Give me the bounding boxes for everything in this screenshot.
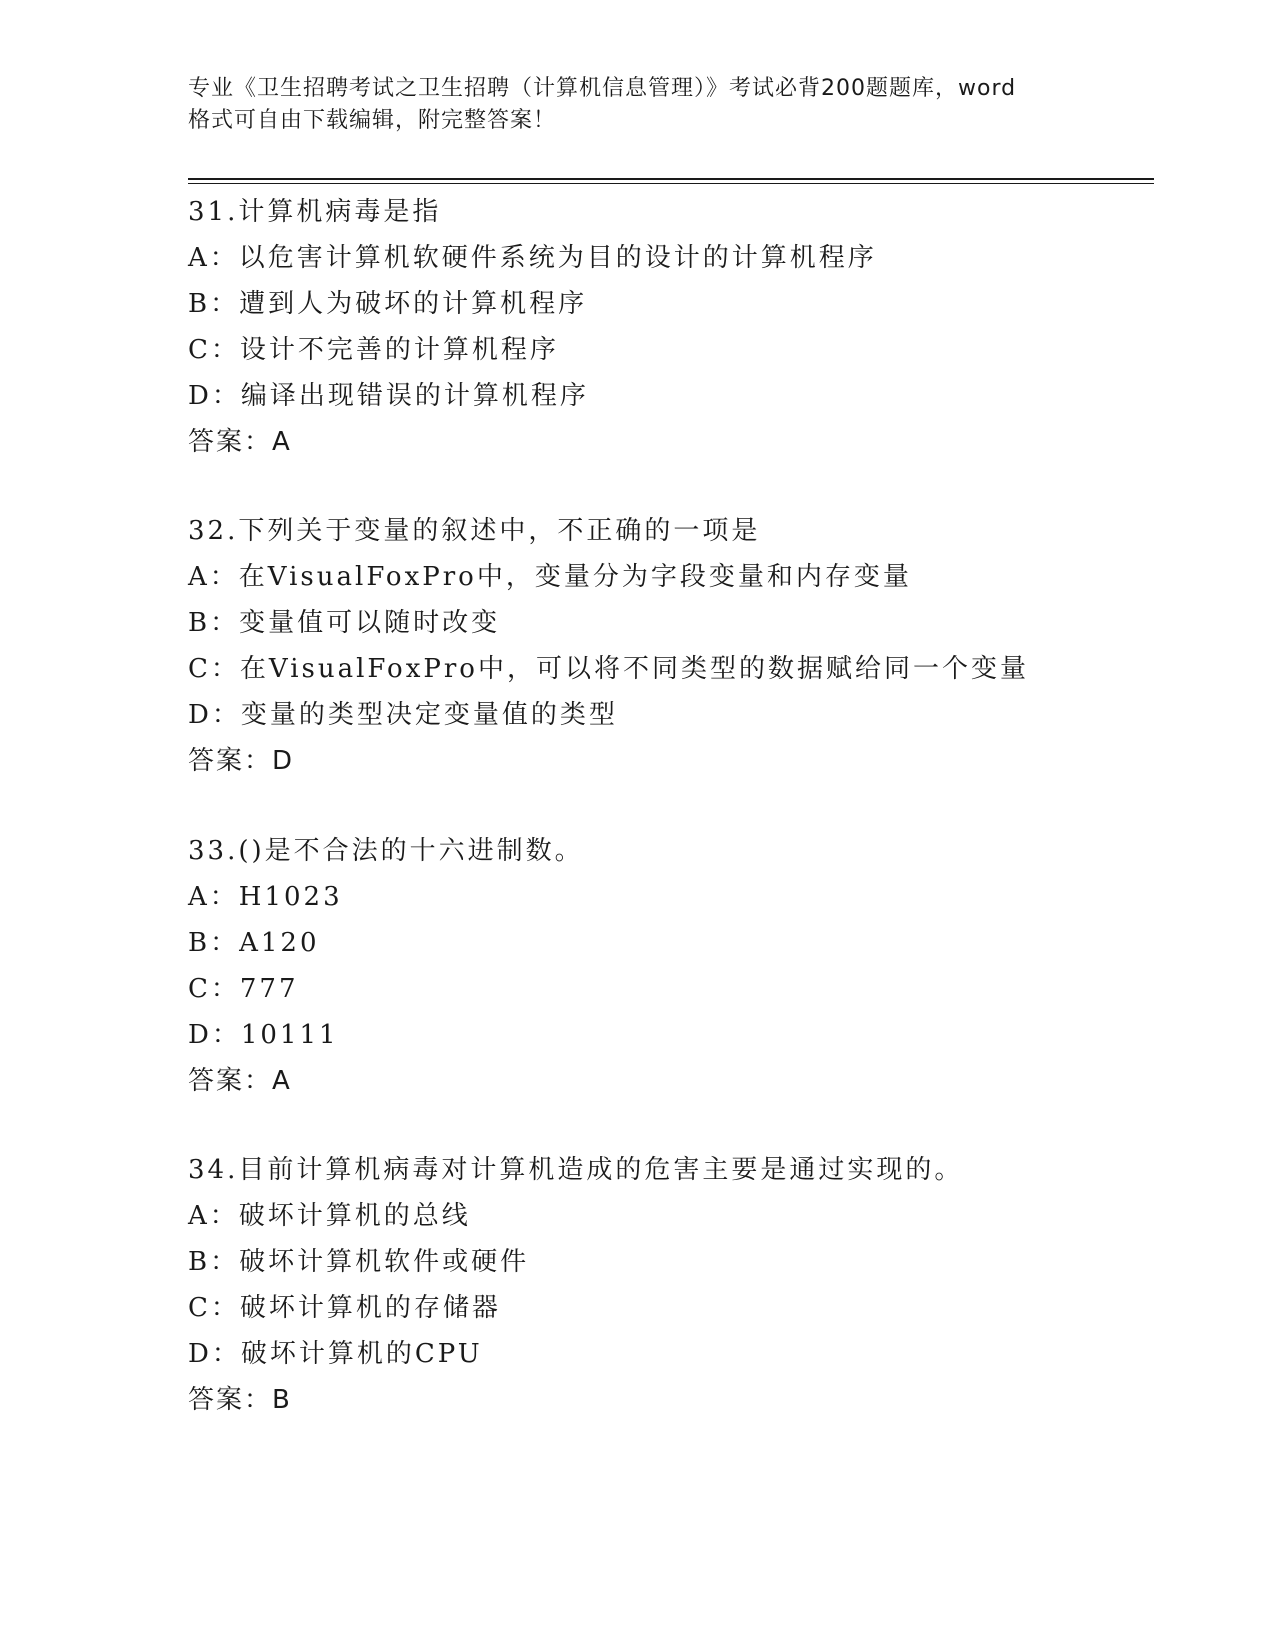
- question-stem: 33.()是不合法的十六进制数。: [188, 836, 584, 866]
- header-divider-thin: [188, 183, 1154, 184]
- header-line-2: 格式可自由下载编辑，附完整答案！: [188, 108, 557, 133]
- option-c: C：设计不完善的计算机程序: [188, 335, 559, 365]
- option-c: C：破坏计算机的存储器: [188, 1293, 501, 1323]
- question-32: [188, 508, 1168, 784]
- option-a: A：破坏计算机的总线: [188, 1201, 471, 1231]
- answer-line: 答案：A: [188, 1066, 292, 1096]
- header-line-1: 专业《卫生招聘考试之卫生招聘（计算机信息管理）》考试必背200题题库，word: [188, 76, 1017, 101]
- option-c: C：777: [188, 974, 299, 1004]
- option-b: B：遭到人为破坏的计算机程序: [188, 289, 588, 319]
- option-b: B：变量值可以随时改变: [188, 608, 501, 638]
- answer-line: 答案：A: [188, 427, 292, 457]
- option-a: A：H1023: [188, 882, 343, 912]
- question-34: [188, 1147, 1168, 1423]
- header-divider-thick: [188, 178, 1154, 180]
- question-31: [188, 189, 1168, 465]
- option-d: D：编译出现错误的计算机程序: [188, 381, 589, 411]
- option-d: D：变量的类型决定变量值的类型: [188, 700, 618, 730]
- question-stem: 31.计算机病毒是指: [188, 197, 442, 227]
- option-b: B：A120: [188, 928, 320, 958]
- option-c: C：在VisualFoxPro中，可以将不同类型的数据赋给同一个变量: [188, 654, 1029, 684]
- question-33: [188, 828, 1168, 1104]
- option-a: A：在VisualFoxPro中，变量分为字段变量和内存变量: [188, 562, 912, 592]
- option-d: D：10111: [188, 1020, 339, 1050]
- document-header: [188, 73, 1088, 137]
- answer-line: 答案：B: [188, 1385, 292, 1415]
- answer-line: 答案：D: [188, 746, 295, 776]
- option-d: D：破坏计算机的CPU: [188, 1339, 483, 1369]
- question-stem: 32.下列关于变量的叙述中，不正确的一项是: [188, 516, 761, 546]
- option-a: A：以危害计算机软硬件系统为目的设计的计算机程序: [188, 243, 877, 273]
- option-b: B：破坏计算机软件或硬件: [188, 1247, 530, 1277]
- question-stem: 34.目前计算机病毒对计算机造成的危害主要是通过实现的。: [188, 1155, 964, 1185]
